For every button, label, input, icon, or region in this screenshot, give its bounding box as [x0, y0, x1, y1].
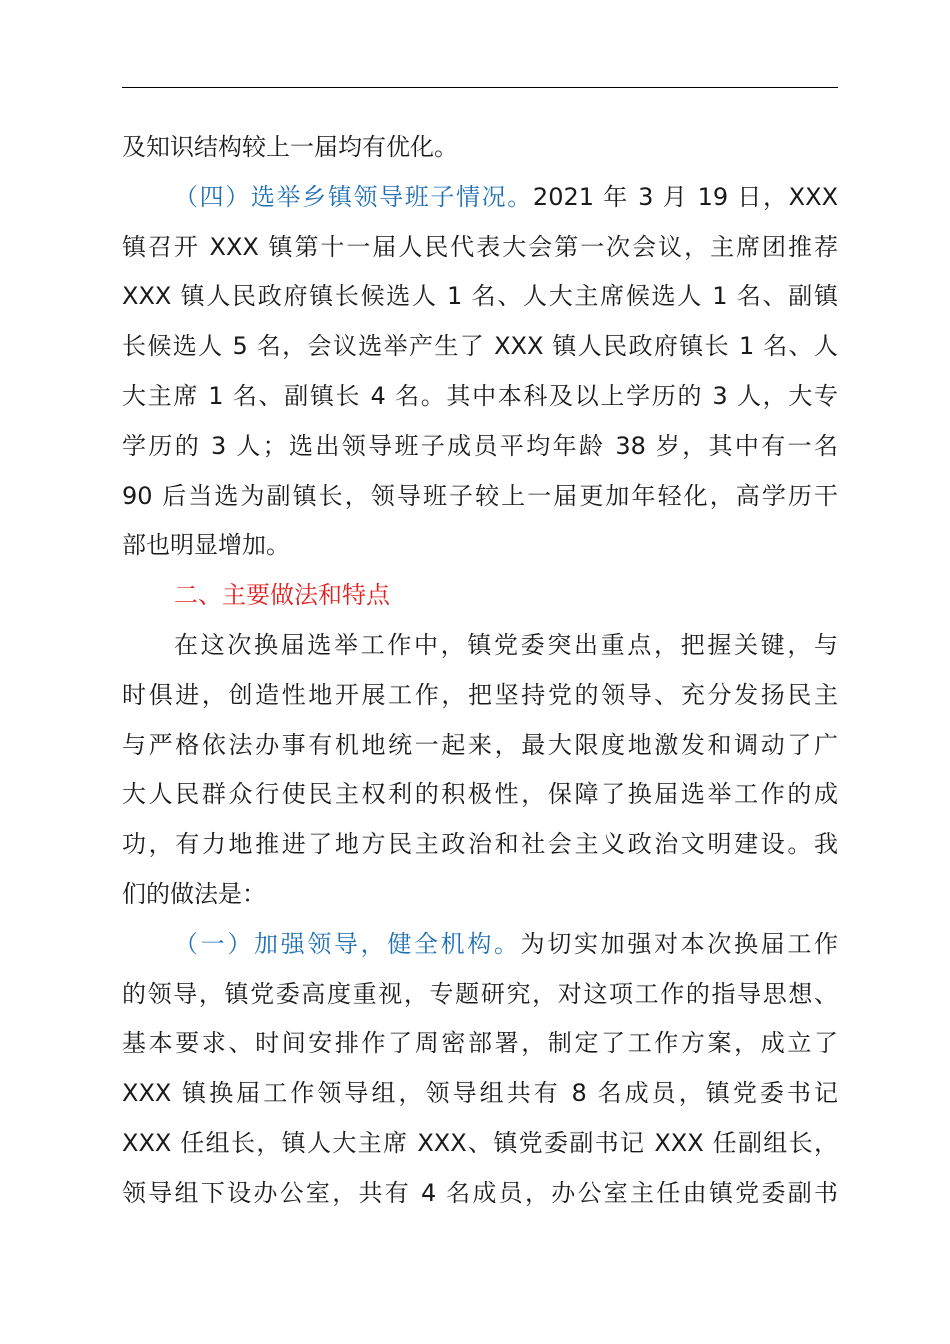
paragraph-line: 大人民群众行使民主权利的积极性，保障了换届选举工作的成 [122, 780, 838, 809]
paragraph-line: 的领导，镇党委高度重视，专题研究，对这项工作的指导思想、 [122, 979, 838, 1008]
paragraph-line: 功，有力地推进了地方民主政治和社会主义政治文明建设。我 [122, 830, 838, 859]
paragraph-line: 镇召开 XXX 镇第十一届人民代表大会第一次会议，主席团推荐 [122, 232, 838, 261]
paragraph-line: 长候选人 5 名，会议选举产生了 XXX 镇人民政府镇长 1 名、人 [122, 332, 838, 361]
paragraph-line: 学历的 3 人；选出领导班子成员平均年龄 38 岁，其中有一名 [122, 431, 838, 460]
paragraph-line: 与严格依法办事有机地统一起来，最大限度地激发和调动了广 [122, 730, 838, 759]
paragraph-line: 时俱进，创造性地开展工作，把坚持党的领导、充分发扬民主 [122, 680, 838, 709]
paragraph-line: 大主席 1 名、副镇长 4 名。其中本科及以上学历的 3 人，大专 [122, 381, 838, 410]
part-two-heading: 二、主要做法和特点 [174, 581, 390, 610]
header-rule [122, 87, 838, 88]
document-body [122, 123, 838, 1219]
subsection-one-first-line [122, 920, 838, 970]
section-four-first-line [122, 173, 838, 223]
subsection-one-heading: （一）加强领导，健全机构。 [174, 929, 521, 958]
paragraph-line: 90 后当选为副镇长，领导班子较上一届更加年轻化，高学历干 [122, 481, 838, 510]
paragraph-line: XXX 镇换届工作领导组，领导组共有 8 名成员，镇党委书记 [122, 1079, 838, 1108]
paragraph-line: 们的做法是： [122, 879, 266, 908]
paragraph-line: 及知识结构较上一届均有优化。 [122, 133, 458, 161]
paragraph-line: 在这次换届选举工作中，镇党委突出重点，把握关键，与 [174, 630, 838, 659]
paragraph-line: 部也明显增加。 [122, 531, 290, 560]
paragraph-text: 为切实加强对本次换届工作 [520, 929, 839, 958]
paragraph-line: XXX 镇人民政府镇长候选人 1 名、人大主席候选人 1 名、副镇 [122, 282, 838, 311]
paragraph-line: 领导组下设办公室，共有 4 名成员，办公室主任由镇党委副书 [122, 1178, 838, 1207]
paragraph-line: XXX 任组长，镇人大主席 XXX、镇党委副书记 XXX 任副组长， [122, 1128, 838, 1157]
paragraph-text: 2021 年 3 月 19 日，XXX [532, 182, 839, 211]
paragraph-line: 基本要求、时间安排作了周密部署，制定了工作方案，成立了 [122, 1029, 838, 1058]
section-four-heading: （四）选举乡镇领导班子情况。 [174, 182, 533, 211]
